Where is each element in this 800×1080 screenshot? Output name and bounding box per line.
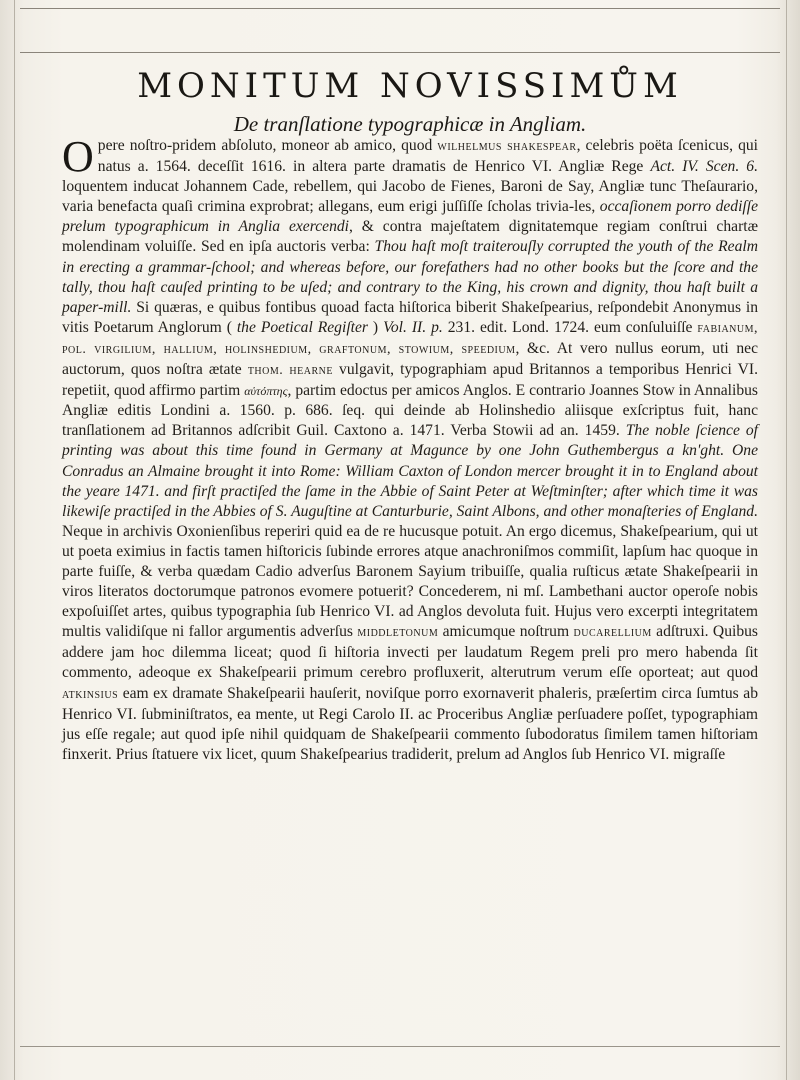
left-margin-line	[14, 0, 15, 1080]
drop-capital: O	[62, 132, 94, 181]
left-page-shadow	[0, 0, 24, 1080]
header-rule	[20, 52, 780, 53]
text-segment: pere noſtro-pridem abſoluto, moneor ab amico, quod	[97, 137, 438, 154]
top-rule	[20, 8, 780, 9]
text-segment: thom. hearne	[247, 363, 333, 379]
text-segment: atkinsius	[62, 686, 119, 702]
text-segment: , & contra majeſtatem dignitatemque regiam conſtrui chartæ molendinam voluiſſe. Sed en ipſa auctoris verba:	[62, 218, 759, 256]
body-paragraph	[62, 132, 759, 765]
page-title: MONITUM NOVISSIMŮM	[137, 66, 683, 106]
text-segment: middletonum	[357, 625, 439, 641]
text-segment: The noble ſcience of printing was about this time found in Germany at Magunce by one John Guthembergus a kn'ght. One Conradus an Almaine brought it into Rome: William Caxton of London mercer brought it in to England about the yeare 1471. and firſt practiſed the ſame in the Abbie of Saint Peter at Weſtminſter; after which time it was likewiſe practiſed in the Abbies of S. Auguſtine at Canturburie, Saint Albons, and other monaſteries of England.	[62, 422, 758, 520]
bottom-rule	[20, 1046, 780, 1047]
text-segment: wilhelmus shakespear	[437, 139, 577, 154]
text-segment: adſtruxi. Quibus addere jam hoc dilemma liceat; quod ſi hiſtoria invecti per laudatum Regem preli pro mero habenda ſit commento, adeoque ex Shakeſpearii primum cerebro profluxerit, alterutrum verum eſſe oporteat; aut quod	[62, 623, 758, 682]
text-segment: fabianum, pol. virgilium, hallium, holinshedium, graftonum, stowium, speedium	[62, 320, 759, 357]
text-segment: Vol. II. p.	[383, 318, 443, 336]
text-segment: occaſionem porro dediſſe prelum typographicum in Anglia exercendi	[62, 198, 759, 236]
right-page-shadow	[776, 0, 800, 1080]
text-segment: vulgavit, typographiam apud Britannos a temporibus Henrici VI. repetiit, quod affirmo partim	[62, 361, 759, 400]
text-segment: loquentem inducat Johannem Cade, rebellem, qui Jacobo de Fienes, Baroni de Say, Angliæ tunc Theſaurario, varia benefacta quaſi crimina exprobrat; allegans, eum erigi juſſiſſe ſcholas trivia-les,	[62, 178, 758, 216]
text-segment: eam ex dramate Shakeſpearii hauſerit, noviſque porro exornaverit phaleris, præſertim circa ſumtus ab Henrico VI. ſubminiſtratos, ea mente, ut Regi Carolo II. ac Proceribus Angliæ perſuadere poſſet, typographiam jus eſſe regale; aut quod ipſe nihil quidquam de Shakeſpearii commento ſubodoratus ſimilem tamen hiſtoriam finxerit. Prius ſtatuere vix licet, quum Shakeſpearius tradiderit, prelum ad Anglos ſub Henrico VI. migraſſe	[62, 684, 758, 763]
text-segment: Act. IV. Scen. 6.	[650, 158, 758, 176]
page-subtitle: De tranſlatione typographicæ in Angliam.	[233, 112, 587, 136]
text-segment: , &c. At vero nullus eorum, uti nec auctorum, quos noſtra ætate	[62, 339, 758, 379]
right-margin-line	[786, 0, 787, 1080]
body-text	[62, 132, 759, 765]
text-segment: Thou haſt moſt traiterouſly corrupted the youth of the Realm in erecting a grammar-ſchool; and whereas before, our forefathers had no other books but the ſcore and the tally, thou haſt cauſed printing to be uſed; and contrary to the King, his crown and dignity, thou haſt built a paper-mill.	[62, 238, 758, 316]
text-segment: Neque in archivis Oxonienſibus reperiri quid ea de re hucusque potuit. An ergo dicemus, Shakeſpearium, qui ut ut poeta eximius in factis tamen hiſtoricis ſubinde errores atque anachroniſmos commiſit, lapſum hac quoque in parte fuiſſe, & verba quædam Cadio adverſus Baronem Sayium tribuiſſe, qualia ruſticus ætate Shakeſpearii in viros literatos doctorumque patronos evomere potuerit? Concederem, ni mſ. Lambethani auctor operoſe nobis expoſuiſſet artes, quibus typographia ſub Henrico VI. ad Anglos devoluta fuit. Hujus vero excerpti integritatem multis validiſque ni fallor argumentis adverſus	[62, 522, 758, 641]
text-segment: , partim edoctus per amicos Anglos. E contrario Joannes Stow in Annalibus Angliæ editis Londini a. 1560. p. 686. ſeq. qui deinde ab Holinshedio aliisque exſcriptus fuit, hanc tranſlationem ad Britannos adſcribit Guil. Caxtono a. 1471. Verba Stowii ad an. 1459.	[62, 382, 758, 440]
text-segment: , celebris poëta ſcenicus, qui natus a. 1564. deceſſit 1616. in altera parte dramatis de Henrico VI. Angliæ Rege	[97, 137, 758, 176]
text-segment: ducarellium	[573, 625, 652, 641]
text-segment: )	[367, 318, 384, 336]
text-segment: amicumque noſtrum	[438, 623, 574, 641]
text-segment: αὐτόπτης	[244, 384, 288, 399]
text-segment: 231. edit. Lond. 1724. eum conſuluiſſe	[442, 318, 698, 336]
text-segment: Si quæras, e quibus fontibus quoad facta hiſtorica biberit Shakeſpearius, reſpondebit Anonymus in vitis Poetarum Anglorum (	[62, 298, 758, 336]
text-segment: the Poetical Regiſter	[236, 318, 368, 336]
